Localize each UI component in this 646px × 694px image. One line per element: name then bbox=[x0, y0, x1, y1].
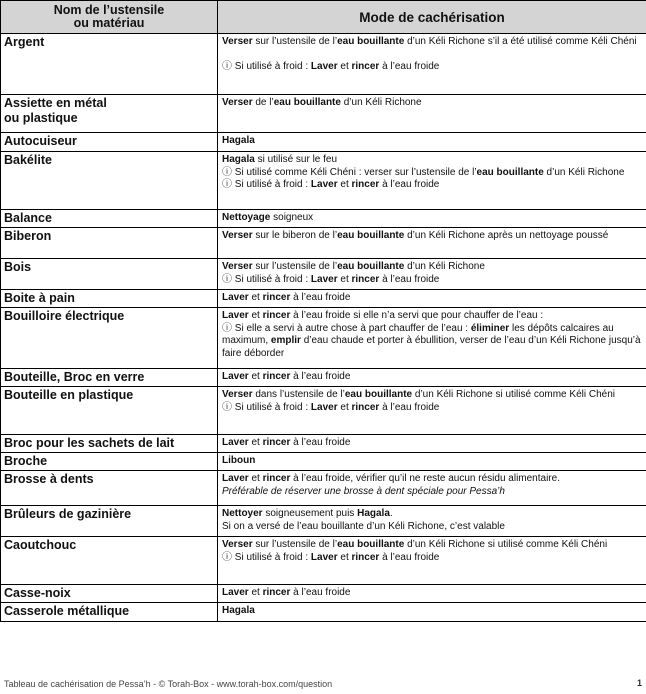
kashering-method bbox=[218, 369, 646, 387]
table-row bbox=[1, 210, 646, 228]
method-text: d’un Kéli Richone après un nettoyage poussé bbox=[404, 230, 609, 241]
method-keyword: Verser bbox=[222, 389, 253, 400]
header-method: Mode de cachérisation bbox=[218, 1, 646, 34]
kashering-method bbox=[218, 259, 646, 290]
utensil-name bbox=[1, 133, 218, 152]
method-keyword: Hagala bbox=[222, 605, 255, 616]
method-line bbox=[222, 389, 642, 402]
method-line bbox=[222, 323, 642, 361]
method-line bbox=[222, 292, 642, 305]
utensil-name-line: Bouteille, Broc en verre bbox=[4, 370, 145, 384]
utensil-name bbox=[1, 95, 218, 133]
method-keyword: rincer bbox=[262, 310, 291, 321]
table-row bbox=[1, 152, 646, 210]
method-text: et bbox=[337, 551, 352, 563]
method-text: ⓘ Si elle a servi à autre chose à part chauffer de l’eau : bbox=[222, 322, 471, 334]
method-keyword: Laver bbox=[222, 292, 249, 303]
method-keyword: Verser bbox=[222, 230, 253, 241]
table-row bbox=[1, 453, 646, 471]
method-keyword: Laver bbox=[310, 179, 338, 190]
method-text: d’eau chaude et porter à ébullition, verser de l’eau d’un Kéli Richone jusqu’à faire déborder bbox=[222, 335, 641, 359]
method-keyword: eau bouillante bbox=[344, 389, 413, 400]
utensil-name-line: Bouteille en plastique bbox=[4, 388, 134, 402]
kashering-method bbox=[218, 471, 646, 506]
method-keyword: rincer bbox=[262, 473, 291, 484]
utensil-name bbox=[1, 228, 218, 259]
method-text: . bbox=[389, 508, 393, 519]
utensil-name bbox=[1, 34, 218, 95]
method-line bbox=[222, 97, 642, 110]
method-keyword: Verser bbox=[222, 539, 253, 550]
utensil-name-line: Brosse à dents bbox=[4, 472, 94, 486]
method-keyword: rincer bbox=[351, 273, 380, 285]
method-text: ⓘ Si utilisé à froid : bbox=[222, 401, 311, 413]
method-keyword: rincer bbox=[262, 371, 291, 382]
utensil-name bbox=[1, 259, 218, 290]
method-text: et bbox=[337, 179, 352, 190]
method-text: à l’eau froide bbox=[290, 587, 351, 598]
kashering-method bbox=[218, 387, 646, 435]
method-line bbox=[222, 135, 642, 148]
method-keyword: Laver bbox=[310, 401, 338, 413]
method-text: ⓘ Si utilisé à froid : bbox=[222, 60, 311, 72]
method-keyword: Laver bbox=[222, 473, 249, 484]
method-keyword: Laver bbox=[222, 371, 249, 382]
method-keyword: rincer bbox=[262, 437, 291, 448]
kashering-method bbox=[218, 585, 646, 603]
method-text: ⓘ Si utilisé à froid : bbox=[222, 179, 311, 190]
method-text: à l’eau froide bbox=[290, 292, 351, 303]
utensil-name-line: Broche bbox=[4, 454, 48, 468]
header-utensil-line1: Nom de l’ustensile bbox=[53, 3, 165, 17]
method-text: et bbox=[248, 473, 263, 484]
utensil-name bbox=[1, 369, 218, 387]
method-keyword: eau bouillante bbox=[337, 36, 405, 47]
method-keyword: Laver bbox=[222, 310, 249, 321]
method-text: à l’eau froide bbox=[379, 60, 440, 72]
table-row bbox=[1, 603, 646, 622]
method-text: ⓘ Si utilisé comme Kéli Chéni : verser sur l’ustensile de l’ bbox=[222, 166, 477, 178]
method-text: ⓘ Si utilisé à froid : bbox=[222, 551, 311, 563]
method-keyword: Laver bbox=[310, 551, 338, 563]
spacer bbox=[222, 49, 642, 61]
table-body bbox=[1, 34, 646, 622]
table-row bbox=[1, 95, 646, 133]
kashering-method bbox=[218, 435, 646, 453]
page-number: 1 bbox=[636, 678, 642, 688]
method-keyword: Nettoyage bbox=[222, 212, 271, 223]
method-line bbox=[222, 167, 642, 180]
table-row bbox=[1, 133, 646, 152]
method-line bbox=[222, 371, 642, 384]
method-line bbox=[222, 61, 642, 74]
table-row bbox=[1, 308, 646, 369]
method-keyword: eau bouillante bbox=[273, 97, 341, 108]
utensil-name-line: Bouilloire électrique bbox=[4, 309, 125, 323]
kashering-method bbox=[218, 34, 646, 95]
method-keyword: rincer bbox=[351, 179, 380, 190]
kashering-method bbox=[218, 152, 646, 210]
utensil-name bbox=[1, 210, 218, 228]
method-line bbox=[222, 539, 642, 552]
utensil-name-line: Caoutchouc bbox=[4, 538, 77, 552]
method-keyword: Laver bbox=[222, 437, 249, 448]
method-keyword: rincer bbox=[351, 401, 380, 413]
table-row bbox=[1, 369, 646, 387]
table-row bbox=[1, 387, 646, 435]
method-keyword: Hagala bbox=[222, 135, 255, 146]
method-line bbox=[222, 154, 642, 167]
header-utensil bbox=[1, 1, 218, 34]
method-text: et bbox=[337, 401, 352, 413]
utensil-name-line: Bois bbox=[4, 260, 32, 274]
utensil-name bbox=[1, 471, 218, 506]
method-keyword: Laver bbox=[310, 273, 338, 285]
utensil-name-line: Brûleurs de gazinière bbox=[4, 507, 132, 521]
method-keyword: Laver bbox=[310, 60, 338, 72]
utensil-name-line: Casserole métallique bbox=[4, 604, 130, 618]
method-text: et bbox=[248, 371, 263, 382]
method-line bbox=[222, 402, 642, 415]
table-row bbox=[1, 471, 646, 506]
kashering-method bbox=[218, 228, 646, 259]
utensil-name-line: Assiette en métal bbox=[4, 96, 107, 110]
kashering-method bbox=[218, 210, 646, 228]
table-row bbox=[1, 259, 646, 290]
table-row bbox=[1, 34, 646, 95]
method-line bbox=[222, 521, 642, 534]
utensil-name bbox=[1, 387, 218, 435]
method-keyword: eau bouillante bbox=[337, 539, 405, 550]
method-keyword: eau bouillante bbox=[337, 261, 405, 272]
method-line bbox=[222, 230, 642, 243]
method-text: à l’eau froide bbox=[290, 371, 351, 382]
method-line bbox=[222, 508, 642, 521]
method-text: sur le biberon de l’ bbox=[252, 230, 338, 241]
table-row bbox=[1, 506, 646, 537]
utensil-name-line: Balance bbox=[4, 211, 52, 225]
method-text: d’un Kéli Richone bbox=[543, 166, 625, 178]
method-text: d’un Kéli Richone si utilisé comme Kéli Chéni bbox=[404, 539, 608, 550]
kashering-method bbox=[218, 95, 646, 133]
method-keyword: Liboun bbox=[222, 455, 256, 466]
method-line bbox=[222, 179, 642, 192]
method-keyword: rincer bbox=[262, 587, 291, 598]
method-text: à l’eau froide bbox=[290, 437, 351, 448]
page-footer: Tableau de cachérisation de Pessa’h - © Torah-Box - www.torah-box.com/question bbox=[4, 679, 333, 689]
method-text: sur l’ustensile de l’ bbox=[252, 36, 338, 47]
method-keyword: éliminer bbox=[470, 322, 510, 334]
method-text: sur l’ustensile de l’ bbox=[252, 539, 338, 550]
method-keyword: eau bouillante bbox=[476, 166, 544, 178]
utensil-name-line: Argent bbox=[4, 35, 45, 49]
method-text: et bbox=[248, 292, 263, 303]
utensil-name bbox=[1, 453, 218, 471]
method-text: Si on a versé de l’eau bouillante d’un Kéli Richone, c’est valable bbox=[222, 520, 505, 532]
method-text: et bbox=[337, 273, 352, 285]
method-text: ⓘ Si utilisé à froid : bbox=[222, 273, 311, 285]
method-text: soigneusement puis bbox=[262, 508, 358, 519]
kashering-method bbox=[218, 308, 646, 369]
method-text: et bbox=[337, 60, 352, 72]
method-text: et bbox=[248, 310, 263, 321]
method-keyword: Verser bbox=[222, 97, 253, 108]
method-text: d’un Kéli Richone bbox=[340, 97, 422, 108]
kashering-method bbox=[218, 133, 646, 152]
method-text: à l’eau froide, vérifier qu’il ne reste aucun résidu alimentaire. bbox=[290, 473, 560, 484]
method-line bbox=[222, 486, 642, 499]
method-line bbox=[222, 274, 642, 287]
method-text: à l’eau froide bbox=[379, 551, 440, 563]
method-keyword: emplir bbox=[270, 335, 301, 346]
method-keyword: eau bouillante bbox=[337, 230, 405, 241]
method-keyword: Verser bbox=[222, 36, 253, 47]
method-text: si utilisé sur le feu bbox=[254, 154, 338, 165]
method-line bbox=[222, 437, 642, 450]
table-row bbox=[1, 537, 646, 585]
kashering-method bbox=[218, 453, 646, 471]
kashering-method bbox=[218, 603, 646, 622]
utensil-name-line: Bakélite bbox=[4, 153, 52, 167]
table-header-row bbox=[1, 1, 646, 34]
utensil-name bbox=[1, 308, 218, 369]
method-line bbox=[222, 587, 642, 600]
kashering-method bbox=[218, 290, 646, 308]
utensil-name-line: ou plastique bbox=[4, 111, 78, 125]
utensil-name bbox=[1, 435, 218, 453]
method-text: d’un Kéli Richone bbox=[404, 261, 485, 272]
utensil-name bbox=[1, 603, 218, 622]
table-row bbox=[1, 585, 646, 603]
method-text: et bbox=[248, 587, 263, 598]
method-keyword: Hagala bbox=[222, 154, 255, 165]
method-line bbox=[222, 605, 642, 618]
utensil-name bbox=[1, 506, 218, 537]
method-line bbox=[222, 473, 642, 486]
method-line bbox=[222, 552, 642, 565]
table-row bbox=[1, 435, 646, 453]
method-line bbox=[222, 455, 642, 468]
table-row bbox=[1, 290, 646, 308]
method-keyword: Nettoyer bbox=[222, 508, 263, 519]
method-text: soigneux bbox=[270, 212, 314, 223]
utensil-name-line: Biberon bbox=[4, 229, 52, 243]
method-text: les dépôts calcaires au maximum, bbox=[222, 322, 614, 346]
utensil-name-line: Broc pour les sachets de lait bbox=[4, 436, 175, 450]
method-line bbox=[222, 36, 642, 49]
method-text: de l’ bbox=[252, 97, 274, 108]
method-text: Préférable de réserver une brosse à dent spéciale pour Pessa’h bbox=[222, 485, 505, 497]
method-line bbox=[222, 261, 642, 274]
method-line bbox=[222, 212, 642, 225]
kashering-method bbox=[218, 537, 646, 585]
method-line bbox=[222, 310, 642, 323]
header-utensil-line2: ou matériau bbox=[73, 16, 145, 30]
method-text: sur l’ustensile de l’ bbox=[252, 261, 338, 272]
method-keyword: rincer bbox=[262, 292, 291, 303]
method-text: à l’eau froide si elle n’a servi que pour chauffer de l’eau : bbox=[290, 310, 544, 321]
utensil-name bbox=[1, 585, 218, 603]
table-row bbox=[1, 228, 646, 259]
utensil-name bbox=[1, 152, 218, 210]
method-keyword: rincer bbox=[351, 60, 380, 72]
method-keyword: Laver bbox=[222, 587, 249, 598]
method-keyword: Verser bbox=[222, 261, 253, 272]
method-text: d’un Kéli Richone si utilisé comme Kéli Chéni bbox=[412, 389, 615, 400]
utensil-name bbox=[1, 290, 218, 308]
method-text: d’un Kéli Richone s’il a été utilisé comme Kéli Chéni bbox=[404, 36, 637, 47]
method-text: dans l’ustensile de l’ bbox=[252, 389, 345, 400]
method-keyword: rincer bbox=[351, 551, 380, 563]
utensil-name-line: Autocuiseur bbox=[4, 134, 77, 148]
utensil-name-line: Casse-noix bbox=[4, 586, 71, 600]
method-text: et bbox=[248, 437, 263, 448]
kashering-method bbox=[218, 506, 646, 537]
method-text: à l’eau froide bbox=[379, 179, 440, 190]
method-text: à l’eau froide bbox=[379, 401, 440, 413]
method-text: à l’eau froide bbox=[379, 273, 440, 285]
utensil-name bbox=[1, 537, 218, 585]
utensil-name-line: Boite à pain bbox=[4, 291, 75, 305]
method-keyword: Hagala bbox=[357, 508, 390, 519]
